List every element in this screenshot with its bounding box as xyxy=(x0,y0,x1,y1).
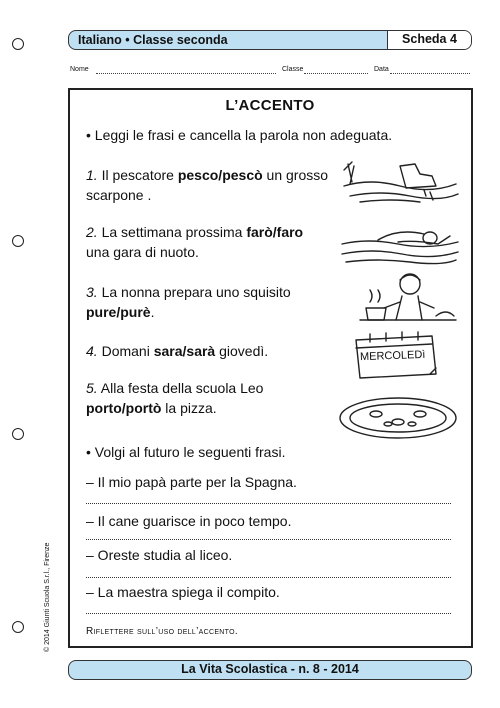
fisherman-boot-illustration xyxy=(340,156,460,208)
item-text: giovedì. xyxy=(215,343,269,359)
answer-line-3[interactable] xyxy=(86,577,451,578)
binder-hole-1 xyxy=(12,38,24,50)
binder-hole-2 xyxy=(12,235,24,247)
pizza-illustration xyxy=(336,394,460,442)
reflection-note: Riflettere sull’uso dell’accento. xyxy=(86,626,238,637)
item-number: 2. xyxy=(86,224,98,240)
exercise-item-2 xyxy=(86,222,303,262)
date-label: Data xyxy=(374,66,389,73)
item-number: 3. xyxy=(86,284,98,300)
footer-bar: La Vita Scolastica - n. 8 - 2014 xyxy=(68,660,472,680)
class-label: Classe xyxy=(282,66,304,73)
answer-line-2[interactable] xyxy=(86,539,451,540)
sentence-4: – La maestra spiega il compito. xyxy=(86,584,280,600)
exercise-item-5 xyxy=(86,378,263,418)
binder-hole-3 xyxy=(12,428,24,440)
student-info-line xyxy=(70,66,472,78)
instruction-1: • Leggi le frasi e cancella la parola non adeguata. xyxy=(86,127,393,143)
exercise-item-1 xyxy=(86,165,328,205)
item-text: La nonna prepara uno squisito xyxy=(97,284,291,300)
sentence-2: – Il cane guarisce in poco tempo. xyxy=(86,513,292,529)
item-text: Alla festa della scuola Leo xyxy=(97,380,264,396)
word-choice[interactable]: porto/portò xyxy=(86,400,162,416)
date-field[interactable] xyxy=(390,73,470,74)
name-field[interactable] xyxy=(96,73,276,74)
item-number: 1. xyxy=(86,167,98,183)
item-number: 5. xyxy=(86,380,98,396)
exercise-item-3 xyxy=(86,282,291,322)
swimmer-illustration xyxy=(338,222,460,268)
sentence-3: – Oreste studia al liceo. xyxy=(86,547,233,563)
item-text: Domani xyxy=(97,343,154,359)
item-text: . xyxy=(150,304,155,320)
copyright-text: © 2014 Giunti Scuola S.r.l., Firenze xyxy=(44,542,51,652)
word-choice[interactable]: sara/sarà xyxy=(153,343,216,359)
instruction-2: • Volgi al futuro le seguenti frasi. xyxy=(86,444,286,460)
subject-label: Italiano • Classe seconda xyxy=(78,33,228,47)
calendar-day-text: MERCOLEDì xyxy=(359,348,426,364)
worksheet-title: L’ACCENTO xyxy=(225,97,315,114)
grandmother-cooking-illustration xyxy=(356,268,460,328)
word-choice[interactable]: pure/purè xyxy=(86,304,151,320)
word-choice[interactable]: pesco/pescò xyxy=(177,167,263,183)
word-choice[interactable]: farò/faro xyxy=(246,224,304,240)
item-number: 4. xyxy=(86,343,98,359)
binder-hole-4 xyxy=(12,621,24,633)
sentence-1: – Il mio papà parte per la Spagna. xyxy=(86,474,297,490)
item-text: La settimana prossima xyxy=(97,224,247,240)
sheet-label: Scheda 4 xyxy=(387,31,471,49)
exercise-item-4 xyxy=(86,341,268,361)
item-text: la pizza. xyxy=(161,400,217,416)
item-text: una gara di nuoto. xyxy=(86,244,199,260)
header-bar xyxy=(68,30,472,50)
item-text: un grosso xyxy=(262,167,329,183)
name-label: Nome xyxy=(70,66,89,73)
answer-line-4[interactable] xyxy=(86,613,451,614)
item-text: scarpone . xyxy=(86,187,152,203)
class-field[interactable] xyxy=(304,73,368,74)
item-text: Il pescatore xyxy=(97,167,178,183)
answer-line-1[interactable] xyxy=(86,503,451,504)
